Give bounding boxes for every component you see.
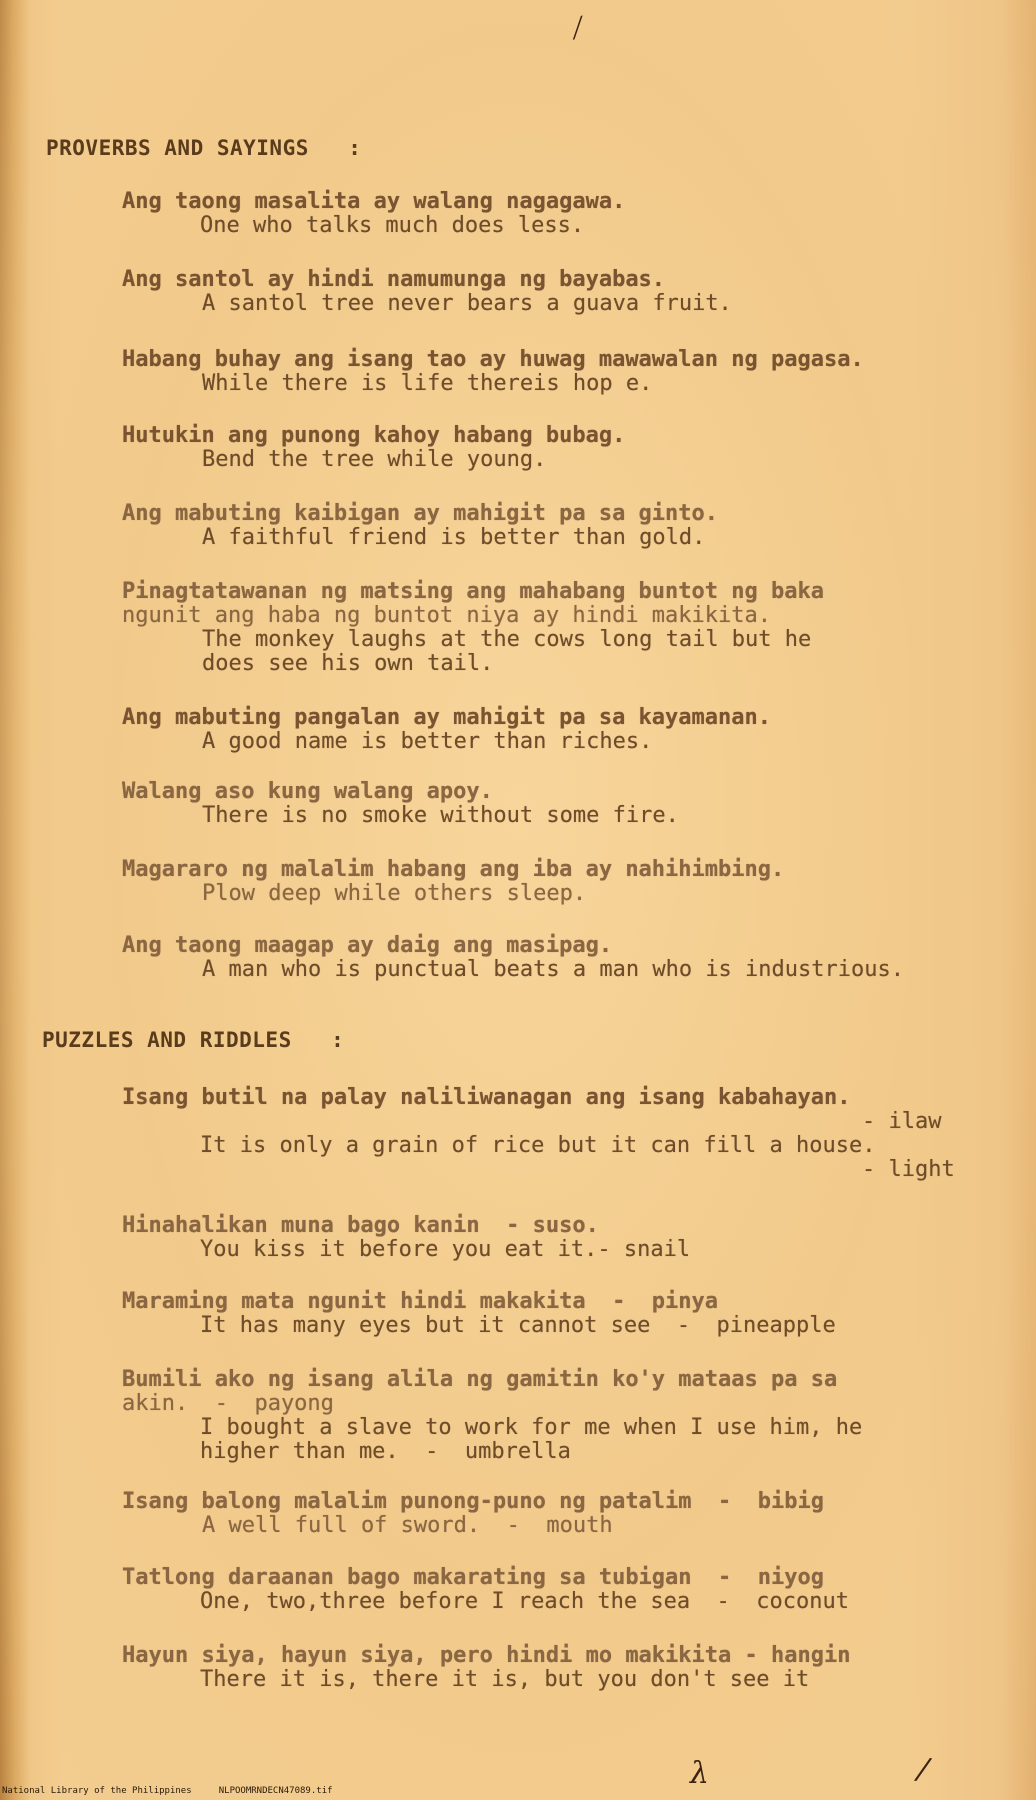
proverb-english-continued: does see his own tail. (202, 651, 494, 676)
proverb-entry (122, 424, 1002, 472)
riddle-tagalog-answer: - ilaw (862, 1109, 942, 1134)
riddle-entry (122, 1214, 1002, 1262)
scan-footer: National Library of the Philippines NLPOOMRNDECN47089.tif (2, 1786, 333, 1796)
proverb-english: Plow deep while others sleep. (202, 881, 587, 906)
proverb-tagalog: Pinagtatawanan ng matsing ang mahabang buntot ng baka (122, 579, 824, 604)
riddles-heading: PUZZLES AND RIDDLES : (42, 1028, 345, 1052)
riddle-tagalog: Tatlong daraanan bago makarating sa tubigan - niyog (122, 1565, 824, 1590)
riddle-entry (122, 1644, 1002, 1692)
proverb-entry (122, 348, 1002, 396)
proverb-tagalog: Ang taong masalita ay walang nagagawa. (122, 189, 626, 214)
proverb-tagalog-continued: ngunit ang haba ng buntot niya ay hindi makikita. (122, 603, 772, 628)
proverbs-heading: PROVERBS AND SAYINGS : (46, 136, 362, 160)
proverb-english: Bend the tree while young. (202, 447, 547, 472)
proverb-tagalog: Magararo ng malalim habang ang iba ay nahihimbing. (122, 857, 785, 882)
proverb-tagalog: Hutukin ang punong kahoy habang bubag. (122, 423, 626, 448)
proverb-english: A man who is punctual beats a man who is industrious. (202, 957, 904, 982)
proverb-entry (122, 580, 1002, 676)
proverb-tagalog: Habang buhay ang isang tao ay huwag mawawalan ng pagasa. (122, 347, 864, 372)
proverb-tagalog: Ang mabuting pangalan ay mahigit pa sa kayamanan. (122, 705, 772, 730)
riddle-english: It is only a grain of rice but it can fill a house. (200, 1133, 876, 1158)
proverb-english: A good name is better than riches. (202, 729, 653, 754)
riddle-entry (122, 1086, 1002, 1182)
riddle-english-answer: - light (862, 1157, 955, 1182)
proverb-tagalog: Ang mabuting kaibigan ay mahigit pa sa ginto. (122, 501, 719, 526)
riddle-english: There it is, there it is, but you don't see it (200, 1667, 810, 1692)
proverb-entry (122, 780, 1002, 828)
riddle-english: One, two,three before I reach the sea - coconut (200, 1589, 850, 1614)
proverb-english: While there is life thereis hop e. (202, 371, 653, 396)
riddle-entry (122, 1566, 1002, 1614)
riddle-entry (122, 1490, 1002, 1538)
proverb-english: There is no smoke without some fire. (202, 803, 679, 828)
proverb-tagalog: Ang santol ay hindi namumunga ng bayabas. (122, 267, 666, 292)
proverb-english: One who talks much does less. (200, 213, 585, 238)
riddle-tagalog: Isang balong malalim punong-puno ng patalim - bibig (122, 1489, 824, 1514)
handwritten-mark-top: ⁄ (571, 14, 586, 44)
proverb-entry (122, 190, 1002, 238)
proverb-entry (122, 706, 1002, 754)
proverb-entry (122, 502, 1002, 550)
riddle-english: A well full of sword. - mouth (202, 1513, 613, 1538)
riddle-entry (122, 1368, 1002, 1464)
proverb-english: A santol tree never bears a guava fruit. (202, 291, 732, 316)
riddle-tagalog: Hinahalikan muna bago kanin - suso. (122, 1213, 599, 1238)
riddle-english: It has many eyes but it cannot see - pineapple (200, 1313, 836, 1338)
riddle-tagalog-continued: akin. - payong (122, 1391, 334, 1416)
riddle-tagalog: Hayun siya, hayun siya, pero hindi mo makikita - hangin (122, 1643, 851, 1668)
proverb-entry (122, 858, 1002, 906)
proverb-english: The monkey laughs at the cows long tail but he (202, 627, 812, 652)
riddle-entry (122, 1290, 1002, 1338)
proverb-entry (122, 934, 1002, 982)
handwritten-mark-bottom-right: / (915, 1751, 931, 1788)
riddle-english: I bought a slave to work for me when I use him, he (200, 1415, 863, 1440)
proverb-tagalog: Ang taong maagap ay daig ang masipag. (122, 933, 613, 958)
riddle-english-continued: higher than me. - umbrella (200, 1439, 571, 1464)
riddle-tagalog: Isang butil na palay naliliwanagan ang isang kabahayan. (122, 1085, 851, 1110)
riddle-english: You kiss it before you eat it.- snail (200, 1237, 691, 1262)
proverb-tagalog: Walang aso kung walang apoy. (122, 779, 493, 804)
riddle-tagalog: Maraming mata ngunit hindi makakita - pinya (122, 1289, 719, 1314)
proverb-entry (122, 268, 1002, 316)
handwritten-mark-bottom-left: λ (690, 1756, 710, 1791)
proverb-english: A faithful friend is better than gold. (202, 525, 706, 550)
riddle-tagalog: Bumili ako ng isang alila ng gamitin ko'y mataas pa sa (122, 1367, 838, 1392)
